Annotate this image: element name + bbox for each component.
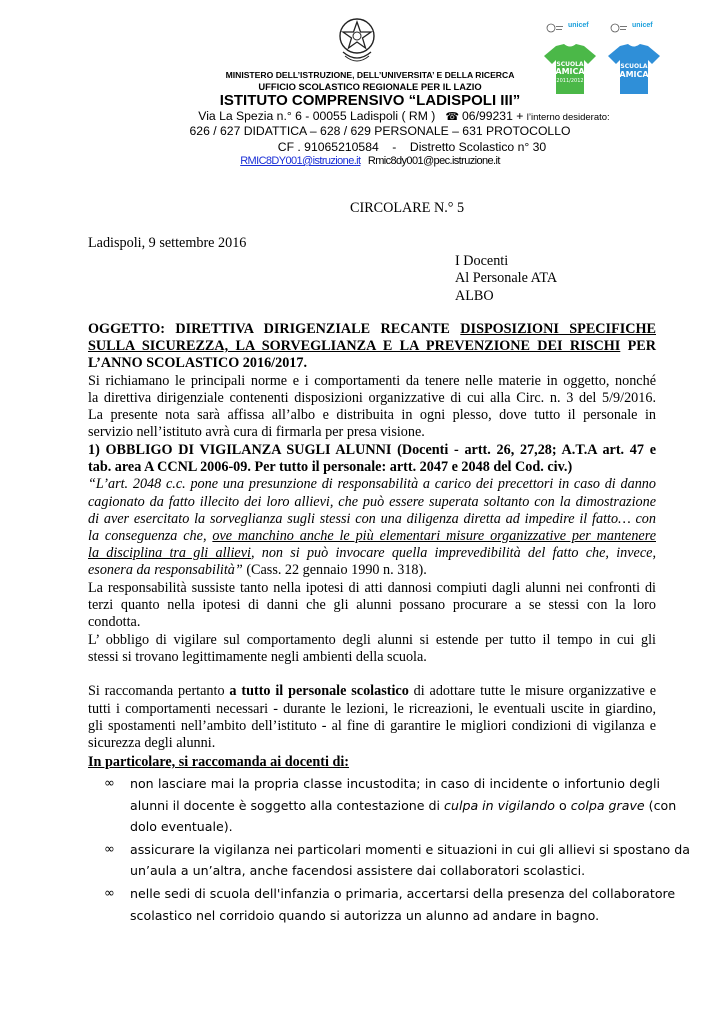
recommend-line: tutti i comportamenti necessari - durante le lezioni, le ricreazioni, le eventuali uscite in giardino, — [88, 701, 656, 717]
unicef-logo-text: unicef — [632, 22, 653, 29]
quote-line: di aver esercitato la sorveglianza sugli stessi con una diligenza diretta ad impedire il fatto… con — [88, 511, 656, 527]
list-item-line: scolastico nel corridoio quando si autorizza un alunno ad andare in bagno. — [130, 907, 600, 923]
paragraph-line: L’ obbligo di vigilare sul comportamento degli alunni si estende per tutto il tempo in cui gli — [88, 632, 656, 648]
list-item-line: assicurare la vigilanza nei particolari momenti e situazioni in cui gli allievi si spostano da — [130, 841, 690, 857]
section-title-line: tab. area A CCNL 2006-09. Per tutto il personale: artt. 2047 e 2048 del Cod. civ.) — [88, 459, 573, 475]
quote-text: , non si può invocare quella imprevedibilità del fatto che, invece, — [250, 545, 656, 561]
list-item-line: dolo eventuale). — [130, 819, 233, 835]
extensions-line: 626 / 627 DIDATTICA – 628 / 629 PERSONALE – 631 PROTOCOLLO — [189, 124, 571, 138]
ministry-seal-icon — [610, 22, 628, 36]
telephone-icon: ☎ — [445, 111, 460, 123]
regional-office: UFFICIO SCOLASTICO REGIONALE PER IL LAZIO — [258, 81, 482, 92]
list-item-line: non lasciare mai la propria classe incustodita; in caso di incidente o infortunio degli — [130, 776, 660, 791]
intro-line: servizio nell’istituto avrà cura di firmarla per presa visione. — [88, 424, 425, 440]
ministry-seal-icon — [546, 22, 564, 36]
shirt-green-text-3: 2011/2012 — [556, 78, 584, 84]
subject-line-1 — [88, 321, 656, 338]
subject-line-3: L’ANNO SCOLASTICO 2016/2017. — [88, 355, 308, 371]
paragraph-line: La responsabilità sussiste tanto nella ipotesi di atti dannosi compiuti dagli alunni nei confronti di — [88, 580, 656, 596]
list-text: o — [555, 797, 571, 813]
ministry-name: MINISTERO DELL’ISTRUZIONE, DELL’UNIVERSITA’ E DELLA RICERCA — [225, 70, 515, 80]
bullet-infinity-icon: ∞ — [104, 776, 115, 791]
bullet-infinity-icon: ∞ — [104, 841, 115, 857]
recommend-text: Si raccomanda pertanto — [88, 683, 230, 699]
phone-note: l’interno desiderato: — [526, 112, 610, 123]
intro-line: Si richiamano le principali norme e i comportamenti da tenere nelle materie in oggetto, nonché — [88, 373, 656, 389]
school-district: Distretto Scolastico n° 30 — [409, 140, 547, 154]
fiscal-code: CF . 91065210584 — [277, 140, 379, 154]
quote-line — [88, 528, 656, 545]
shirt-green-text-1: SCUOLA — [556, 61, 584, 68]
list-item-line: un’aula a un’altra, anche facendosi assistere dai collaboratori scolastici. — [130, 863, 586, 879]
subject-underlined: DISPOSIZIONI SPECIFICHE — [460, 321, 656, 337]
recommend-line: sicurezza degli alunni. — [88, 735, 216, 751]
recommend-line — [88, 683, 656, 700]
shirt-blue-text-1: SCUOLA — [620, 63, 648, 70]
teacher-rules-list — [100, 773, 690, 927]
subject-underlined: SULLA SICUREZZA, LA SORVEGLIANZA E LA PREVENZIONE DEI RISCHI — [88, 338, 621, 354]
quote-text: la conseguenza che, — [88, 528, 213, 544]
citation: (Cass. 22 gennaio 1990 n. 318). — [242, 562, 427, 578]
date-line: Ladispoli, 9 settembre 2016 — [88, 235, 247, 251]
list-item-line: nelle sedi di scuola dell'infanzia o primaria, accertarsi della presenza del collaboratore — [130, 885, 676, 901]
list-item — [100, 839, 690, 882]
recipient-docenti: I Docenti — [455, 253, 509, 269]
intro-line: La presente nota sarà affissa all’albo e distribuita in ogni plesso, dove tutto il personale in — [88, 407, 656, 423]
intro-line: la direttiva dirigenziale contenenti disposizioni organizzative di cui alla Circ. n. 3 del 5/9/2016. — [88, 390, 656, 406]
list-item — [100, 883, 676, 926]
school-address: Via La Spezia n.° 6 - 00055 Ladispoli ( RM ) — [198, 109, 436, 123]
quote-line: “L’art. 2048 c.c. pone una presunzione di responsabilità a carico dei precettori in caso di danno — [88, 476, 656, 492]
paragraph-line: terzi quanto nella ipotesi di danni che gli alunni possano procurare a se stessi con la loro — [88, 597, 656, 613]
italian-republic-emblem-icon — [337, 14, 377, 66]
recommend-bold: a tutto il personale scolastico — [229, 683, 409, 699]
quote-line: cagionato da fatto illecito dei loro allievi, che può essere superata soltanto con la dimostrazione — [88, 494, 656, 510]
separator: - — [392, 140, 397, 154]
quote-line — [88, 545, 656, 562]
recommend-text: di adottare tutte le misure organizzative e — [408, 683, 656, 699]
pec-address: Rmic8dy001@pec.istruzione.it — [367, 155, 500, 167]
quote-underlined: la disciplina tra gli allievi — [88, 545, 251, 561]
paragraph-line: condotta. — [88, 614, 141, 630]
list-text: (con — [644, 797, 677, 813]
phone-number: 06/99231 + — [462, 109, 524, 123]
school-address-line — [42, 109, 724, 123]
fiscal-code-line — [50, 140, 724, 154]
circolare-number: CIRCOLARE N.° 5 — [350, 200, 465, 216]
bullet-infinity-icon: ∞ — [104, 885, 115, 901]
subject-text: PER — [620, 338, 657, 354]
email-line — [8, 155, 724, 167]
teachers-heading: In particolare, si raccomanda ai docenti di: — [88, 754, 350, 770]
paragraph-line: stessi si trovano legittimamente negli ambienti della scuola. — [88, 649, 427, 665]
list-italic: culpa in vigilando — [444, 797, 555, 813]
subject-line-2 — [88, 338, 656, 355]
school-name: ISTITUTO COMPRENSIVO “LADISPOLI III” — [219, 92, 521, 109]
recipient-albo: ALBO — [455, 288, 494, 304]
list-item-line — [130, 795, 677, 817]
email-link[interactable]: RMIC8DY001@istruzione.it — [240, 155, 361, 167]
shirt-green-text-2: AMICA — [555, 67, 585, 76]
section-title-line: 1) OBBLIGO DI VIGILANZA SUGLI ALUNNI (Docenti - artt. 26, 27,28; A.T.A art. 47 e — [88, 442, 656, 458]
recommend-line: gli spostamenti nell’ambito dell’istituto - al fine di garantire le migliori condizioni di vigilanza e — [88, 718, 656, 734]
quote-underlined: ove manchino anche le più elementari misure organizzative per mantenere — [212, 528, 656, 544]
list-item — [100, 773, 677, 838]
quote-text: esonera da responsabilità” — [88, 562, 243, 578]
list-text: alunni il docente è soggetto alla contestazione di — [130, 797, 445, 813]
shirt-blue-text-2: AMICA — [619, 70, 649, 79]
list-italic: colpa grave — [570, 797, 645, 813]
recipient-ata: Al Personale ATA — [455, 270, 558, 286]
subject-text: OGGETTO: DIRETTIVA DIRIGENZIALE RECANTE — [88, 321, 461, 337]
unicef-logo-text: unicef — [568, 22, 589, 29]
quote-line — [88, 562, 656, 579]
